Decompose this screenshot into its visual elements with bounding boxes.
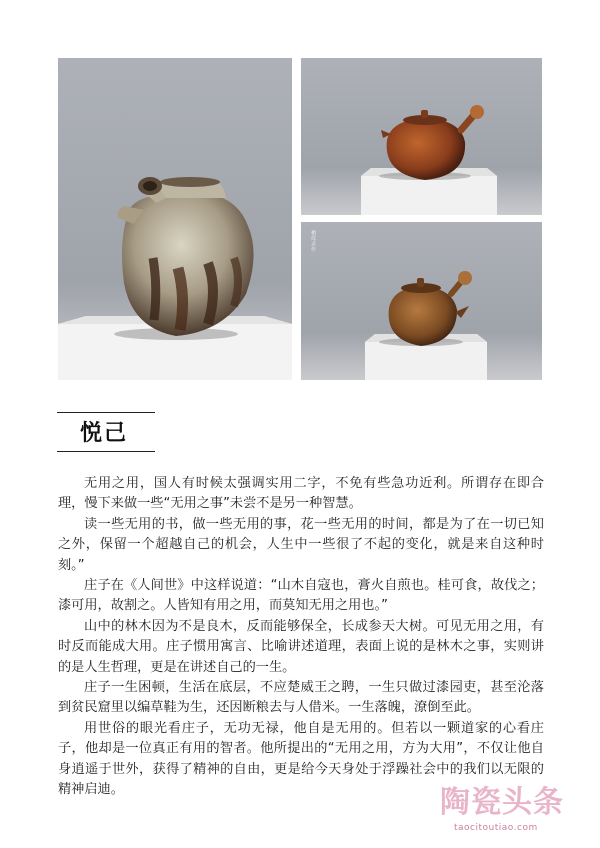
photo-round-teapot — [301, 58, 542, 215]
small-teapot-illustration — [301, 222, 542, 380]
paragraph: 用世俗的眼光看庄子，无功无禄，他自是无用的。但若以一颗道家的心看庄子，他却是一位真正有用的智者。他所提出的“无用之用，方为大用”，不仅让他自身逍遥于世外，获得了精神的自由，更是给今天身处于浮躁社会中的我们以无限的精神启迪。 — [58, 720, 544, 798]
photo-small-teapot — [301, 222, 542, 380]
round-teapot-illustration — [301, 58, 542, 215]
photo-caption: 栖霞杀作 — [310, 230, 316, 252]
paragraph: 无用之用，国人有时候太强调实用二字，不免有些急功近利。所谓存在即合理，慢下来做一些“无用之事”未尝不是另一种智慧。 — [58, 476, 544, 512]
watermark-logo — [440, 785, 590, 840]
article-body — [58, 474, 544, 801]
paragraph: 庄子在《人间世》中这样说道：“山木自寇也，膏火自煎也。桂可食，故伐之；漆可用，故割之。人皆知有用之用，而莫知无用之用也。” — [58, 578, 544, 614]
watermark-text: 陶瓷头条 — [440, 785, 564, 820]
photo-tall-pot — [58, 58, 292, 380]
page-title: 悦己 — [80, 420, 129, 446]
paragraph: 庄子一生困顿，生活在底层，不应楚威王之聘，一生只做过漆园吏，甚至沦落到贫民窟里以编草鞋为生，还因断粮去与人借米。一生落魄，潦倒至此。 — [58, 680, 544, 716]
watermark-url: taocitoutiao.com — [454, 823, 538, 833]
title-rule-bottom — [57, 451, 155, 452]
paragraph: 读一些无用的书，做一些无用的事，花一些无用的时间，都是为了在一切已知之外，保留一个超越自己的机会，人生中一些很了不起的变化，就是来自这种时刻。” — [58, 516, 544, 573]
paragraph: 山中的林木因为不是良木，反而能够保全，长成参天大树。可见无用之用，有时反而能成大用。庄子惯用寓言、比喻讲述道理，表面上说的是林木之事，实则讲的是人生哲理，更是在讲述自己的一生。 — [58, 618, 544, 675]
title-rule-top — [57, 412, 155, 413]
tall-pot-illustration — [58, 58, 292, 380]
